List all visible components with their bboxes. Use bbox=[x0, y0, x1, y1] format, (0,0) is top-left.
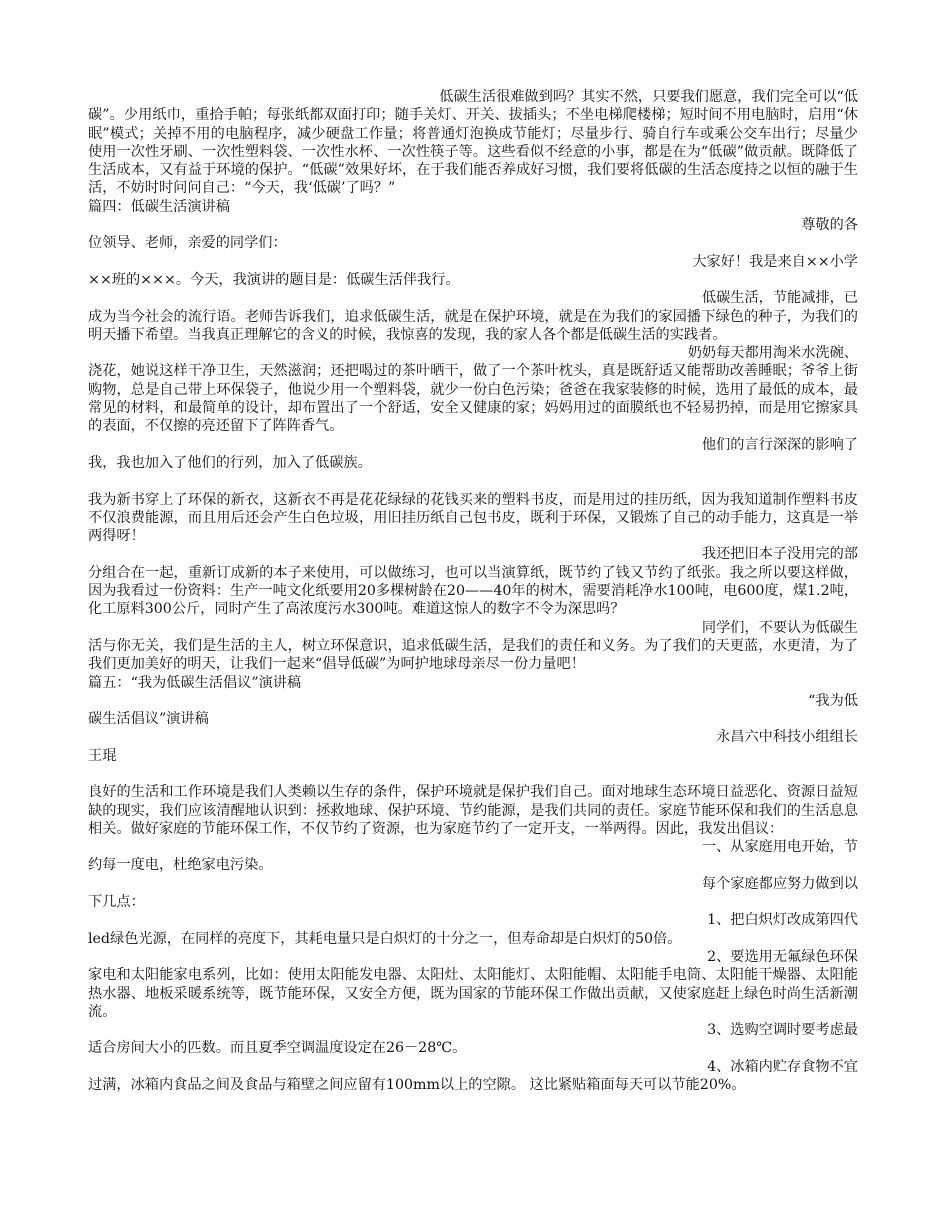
indented-line bbox=[88, 838, 858, 856]
paragraph: 约每一度电，杜绝家电污染。 bbox=[88, 857, 273, 874]
indented-line bbox=[88, 1058, 858, 1076]
indented-line-text: 我还把旧本子没用完的部 bbox=[701, 546, 858, 563]
indented-line-text: 他们的言行深深的影响了 bbox=[701, 436, 858, 453]
paragraph: ××班的×××。今天，我演讲的题目是：低碳生活伴我行。 bbox=[88, 271, 460, 288]
indented-line-text: 奶奶每天都用淘米水洗碗、 bbox=[687, 345, 858, 362]
paragraph: 下几点： bbox=[88, 894, 145, 911]
document-page bbox=[88, 88, 858, 1094]
indented-line bbox=[88, 875, 858, 893]
indented-line-text: 尊敬的各 bbox=[801, 217, 858, 234]
paragraph: 成为当今社会的流行语。老师告诉我们，追求低碳生活，就是在保护环境，就是在为我们的家园播下绿色的种子，为我们的明天播下希望。当我真正理解它的含义的时候，我惊喜的发现，我的家人各个都是低碳生活的实践者。 bbox=[88, 308, 858, 343]
paragraph: 浇花，她说这样干净卫生，天然滋润；还把喝过的茶叶晒干，做了一个茶叶枕头，真是既舒适又能帮助改善睡眠；爷爷上街购物，总是自己带上环保袋子，他说少用一个塑料袋，就少一份白色污染；爸爸在我家装修的时候，选用了最低的成本，最常见的材料，和最简单的设计，却布置出了一个舒适，安全又健康的家；妈妈用过的面膜纸也不轻易扔掉，而是用它擦家具的表面，不仅擦的亮还留下了阵阵香气。 bbox=[88, 363, 858, 435]
indented-line bbox=[88, 911, 858, 929]
paragraph: 碳”。少用纸巾，重拾手帕；每张纸都双面打印；随手关灯、开关、拔插头；不坐电梯爬楼梯；短时间不用电脑时，启用“休眠”模式；关掉不用的电脑程序，减少硬盘工作量；将普通灯泡换成节能灯；尽量步行、骑自行车或乘公交车出行；尽量少使用一次性牙刷、一次性塑料袋、一次性水杯、一次性筷子等。这些看似不经意的小事，都是在为“低碳”做贡献。既降低了生活成本，又有益于环境的保护。“低碳”效果好坏，在于我们能否养成好习惯，我们要将低碳的生活态度持之以恒的融于生活，不妨时时问问自己：“今天，我‘低碳’了吗？” bbox=[88, 107, 858, 197]
indented-line bbox=[88, 1021, 858, 1039]
indented-line-text: 低碳生活，节能减排，已 bbox=[701, 290, 858, 307]
indented-line bbox=[88, 948, 858, 966]
indented-line-text: 一、从家庭用电开始，节 bbox=[701, 839, 858, 856]
paragraph: 碳生活倡议”演讲稿 bbox=[88, 711, 209, 728]
paragraph: 位领导、老师，亲爱的同学们： bbox=[88, 235, 287, 252]
section-heading: 篇四：低碳生活演讲稿 bbox=[88, 198, 230, 215]
indented-line bbox=[88, 545, 858, 563]
indented-line-text: 2、要选用无氟绿色环保 bbox=[707, 948, 858, 965]
indented-line-text: “我为低 bbox=[808, 692, 858, 709]
paragraph: 分组合在一起，重新订成新的本子来使用，可以做练习，也可以当演算纸，既节约了钱又节约了纸张。我之所以要这样做，因为我看过一份资料：生产一吨文化纸要用20多棵树龄在20——40年的树木，需要消耗净水100吨，电600度，煤1.2吨，化工原料300公斤，同时产生了高浓度污水300吨。难道这惊人的数字不令为深思吗？ bbox=[88, 564, 858, 618]
paragraph: 家电和太阳能家电系列，比如：使用太阳能发电器、太阳灶、太阳能灯、太阳能帽、太阳能手电筒、太阳能干燥器、太阳能热水器、地板采暖系统等，既节能环保，又安全方便，既为国家的节能环保工作做出贡献，又使家庭赶上绿色时尚生活新潮流。 bbox=[88, 967, 858, 1020]
paragraph: 活与你无关，我们是生活的主人，树立环保意识，追求低碳生活，是我们的责任和义务。为了我们的天更蓝，水更清，为了我们更加美好的明天，让我们一起来“倡导低碳”为呵护地球母亲尽一份力量吧！ bbox=[88, 637, 858, 673]
indented-line-text: 3、选购空调时要考虑最 bbox=[707, 1022, 858, 1039]
indented-line bbox=[88, 289, 858, 307]
indented-line bbox=[88, 253, 858, 271]
indented-line-text: 每个家庭都应努力做到以 bbox=[701, 875, 858, 892]
indented-line bbox=[88, 344, 858, 362]
paragraph: 王琨 bbox=[88, 747, 117, 764]
indented-line-text: 同学们，不要认为低碳生 bbox=[701, 619, 858, 636]
section-heading: 篇五：“我为低碳生活倡议”演讲稿 bbox=[88, 674, 302, 691]
indented-line bbox=[88, 692, 858, 710]
paragraph: 良好的生活和工作环境是我们人类赖以生存的条件，保护环境就是保护我们自己。面对地球生态环境日益恶化、资源日益短缺的现实，我们应该清醒地认识到：拯救地球、保护环境、节约能源，是我们共同的责任。家庭节能环保和我们的生活息息相关。做好家庭的节能环保工作，不仅节约了资源，也为家庭节约了一定开支，一举两得。因此，我发出倡议： bbox=[88, 784, 858, 837]
indented-line bbox=[88, 728, 858, 746]
paragraph: 过满，冰箱内食品之间及食品与箱壁之间应留有100mm以上的空隙。 这比紧贴箱面每天可以节能20%。 bbox=[88, 1077, 746, 1094]
indented-line-text: 4、冰箱内贮存食物不宜 bbox=[707, 1058, 858, 1075]
blank-line bbox=[88, 765, 858, 783]
indented-line-text: 低碳生活很难做到吗？其实不然，只要我们愿意，我们完全可以“低 bbox=[439, 89, 858, 105]
paragraph: led绿色光源，在同样的亮度下，其耗电量只是白炽灯的十分之一，但寿命却是白炽灯的50倍。 bbox=[88, 930, 682, 947]
paragraph: 我，我也加入了他们的行列，加入了低碳族。 bbox=[88, 454, 372, 471]
indented-line bbox=[88, 436, 858, 454]
indented-line bbox=[88, 619, 858, 637]
paragraph: 我为新书穿上了环保的新衣，这新衣不再是花花绿绿的花钱买来的塑料书皮，而是用过的挂历纸，因为我知道制作塑料书皮不仅浪费能源，而且用后还会产生白色垃圾，用旧挂历纸自己包书皮，既利于环保，又锻炼了自己的动手能力，这真是一举两得呀！ bbox=[88, 491, 858, 545]
indented-line-text: 1、把白炽灯改成第四代 bbox=[707, 912, 858, 929]
indented-line bbox=[88, 88, 858, 106]
indented-line bbox=[88, 216, 858, 234]
paragraph: 适合房间大小的匹数。而且夏季空调温度设定在26－28℃。 bbox=[88, 1040, 467, 1057]
indented-line-text: 大家好！我是来自××小学 bbox=[692, 253, 858, 270]
indented-line-text: 永昌六中科技小组组长 bbox=[716, 729, 858, 746]
blank-line bbox=[88, 472, 858, 490]
